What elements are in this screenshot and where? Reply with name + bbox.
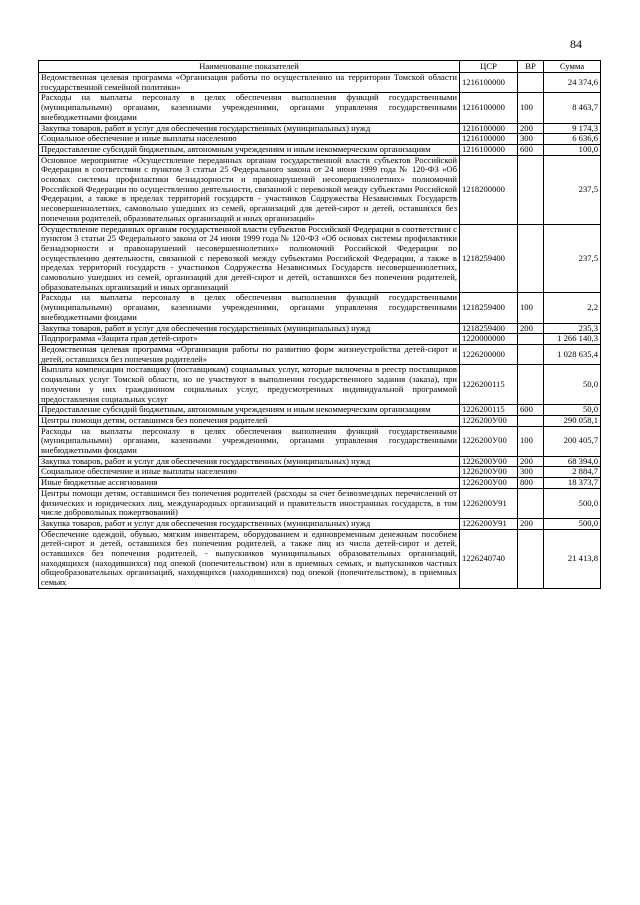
cell-name: Социальное обеспечение и иные выплаты населению [39,134,460,145]
cell-name: Расходы на выплаты персоналу в целях обеспечения выполнения функций государственными (муниципальными) органами, казенными учреждениями, органами управления государственными внебюджетными фондами [39,93,460,123]
cell-sum: 235,3 [544,323,601,334]
cell-csr: 1226200У00 [460,456,518,467]
cell-name: Выплата компенсации поставщику (поставщикам) социальных услуг, которые включены в реестр поставщиков социальных услуг Томской области, но не участвуют в выполнении государственного задания (заказа), при получении у них гражданином социальных услуг, предусмотренных индивидуальной программой предоставления социальных услуг [39,365,460,405]
cell-name: Расходы на выплаты персоналу в целях обеспечения выполнения функций государственными (муниципальными) органами, казенными учреждениями, органами управления государственными внебюджетными фондами [39,293,460,323]
table-row [39,518,601,529]
table-row [39,323,601,334]
cell-csr: 1226200У00 [460,415,518,426]
cell-name: Обеспечение одеждой, обувью, мягким инвентарем, оборудованием и единовременным денежным пособием детей-сирот и детей, оставшихся без попечения родителей, а также лиц из числа детей-сирот и детей, оставшихся без попечения родителей, - выпускников муниципальных образовательных организаций, находящихся (находившихся) под опекой (попечительством) или в приемных семьях, и выпускников частных общеобразовательных организаций, находящихся (находившихся) под опекой (попечительством), в приемных семьях [39,529,460,588]
cell-sum: 237,5 [544,155,601,224]
cell-vr: 800 [518,478,544,489]
cell-vr: 200 [518,456,544,467]
cell-csr: 1218259400 [460,224,518,293]
cell-vr [518,344,544,364]
cell-sum: 50,0 [544,405,601,416]
table-row [39,467,601,478]
cell-name: Центры помощи детям, оставшимся без попечения родителей [39,415,460,426]
cell-sum: 500,0 [544,518,601,529]
cell-vr: 200 [518,518,544,529]
cell-sum: 8 463,7 [544,93,601,123]
table-row [39,334,601,345]
cell-csr: 1216100000 [460,134,518,145]
cell-name: Осуществление переданных органам государственной власти субъектов Российской Федерации в соответствии с пунктом 3 статьи 25 Федерального закона от 24 июня 1999 года № 120-ФЗ «Об основах системы профилактики безнадзорности и правонарушений несовершеннолетних» полномочий Российской Федерации по осуществлению деятельности, связанной с перевозкой между субъектами Российской Федерации, а также в пределах территорий государств - участников Содружества Независимых Государств несовершеннолетних, самовольно ушедших из семей, организаций для детей-сирот и детей, оставшихся без попечения родителей, образовательных организаций и иных организаций [39,224,460,293]
table-row [39,224,601,293]
cell-vr: 200 [518,323,544,334]
table-row [39,529,601,588]
cell-sum: 68 394,0 [544,456,601,467]
cell-sum: 237,5 [544,224,601,293]
cell-sum: 1 266 140,3 [544,334,601,345]
cell-name: Предоставление субсидий бюджетным, автономным учреждениям и иным некоммерческим организациям [39,405,460,416]
cell-sum: 2,2 [544,293,601,323]
cell-sum: 21 413,8 [544,529,601,588]
cell-name: Закупка товаров, работ и услуг для обеспечения государственных (муниципальных) нужд [39,456,460,467]
table-header-row [39,61,601,73]
table-row [39,134,601,145]
header-vr: ВР [518,61,544,73]
cell-csr: 1218259400 [460,293,518,323]
cell-name: Расходы на выплаты персоналу в целях обеспечения выполнения функций государственными (муниципальными) органами, казенными учреждениями, органами управления государственными внебюджетными фондами [39,426,460,456]
header-name: Наименование показателей [39,61,460,73]
cell-csr: 1226200У00 [460,467,518,478]
cell-sum: 18 373,7 [544,478,601,489]
table-row [39,426,601,456]
cell-csr: 1226200У00 [460,426,518,456]
cell-name: Социальное обеспечение и иные выплаты населению [39,467,460,478]
table-row [39,293,601,323]
cell-csr: 1218200000 [460,155,518,224]
cell-vr: 300 [518,467,544,478]
cell-csr: 1226200У91 [460,518,518,529]
cell-vr: 100 [518,93,544,123]
cell-name: Основное мероприятие «Осуществление переданных органам государственной власти субъектов Российской Федерации в соответствии с пунктом 3 статьи 25 Федерального закона от 24 июня 1999 года № 120-ФЗ «Об основах системы профилактики безнадзорности и правонарушений несовершеннолетних» полномочий Российской Федерации по осуществлению деятельности, связанной с перевозкой между субъектами Российской Федерации, а также в пределах территорий государств - участников Содружества Независимых Государств несовершеннолетних, самовольно ушедших из семей, организаций для детей-сирот и детей, оставшихся без попечения родителей, образовательных организаций и иных организаций» [39,155,460,224]
cell-name: Ведомственная целевая программа «Организация работы по развитию форм жизнеустройства детей-сирот и детей, оставшихся без попечения родителей» [39,344,460,364]
cell-sum: 1 028 635,4 [544,344,601,364]
cell-csr: 1226240740 [460,529,518,588]
table-row [39,365,601,405]
table-row [39,123,601,134]
cell-sum: 290 058,1 [544,415,601,426]
table-row [39,93,601,123]
table-row [39,344,601,364]
cell-name: Подпрограмма «Защита прав детей-сирот» [39,334,460,345]
budget-table [38,60,601,589]
table-row [39,415,601,426]
cell-name: Центры помощи детям, оставшимся без попечения родителей (расходы за счет безвозмездных перечислений от физических и юридических лиц, международных организаций и правительств иностранных государств, в том числе добровольных пожертвований) [39,488,460,518]
table-row [39,456,601,467]
table-row [39,488,601,518]
cell-vr [518,224,544,293]
page-number: 84 [570,37,582,51]
cell-csr: 1226200У00 [460,478,518,489]
cell-name: Иные бюджетные ассигнования [39,478,460,489]
cell-vr: 300 [518,134,544,145]
cell-vr [518,529,544,588]
cell-csr: 1216100000 [460,144,518,155]
cell-sum: 50,0 [544,365,601,405]
cell-vr: 100 [518,426,544,456]
cell-name: Ведомственная целевая программа «Организация работы по осуществлению на территории Томской области государственной семейной политики» [39,73,460,93]
cell-vr [518,488,544,518]
cell-csr: 1226200115 [460,405,518,416]
cell-vr: 600 [518,144,544,155]
cell-csr: 1226200У91 [460,488,518,518]
cell-sum: 9 174,3 [544,123,601,134]
cell-csr: 1226200115 [460,365,518,405]
cell-vr [518,334,544,345]
cell-name: Предоставление субсидий бюджетным, автономным учреждениям и иным некоммерческим организациям [39,144,460,155]
cell-vr [518,415,544,426]
cell-csr: 1226200000 [460,344,518,364]
cell-csr: 1216100000 [460,93,518,123]
cell-sum: 100,0 [544,144,601,155]
cell-name: Закупка товаров, работ и услуг для обеспечения государственных (муниципальных) нужд [39,323,460,334]
header-csr: ЦСР [460,61,518,73]
cell-sum: 6 636,6 [544,134,601,145]
table-row [39,155,601,224]
cell-sum: 500,0 [544,488,601,518]
cell-name: Закупка товаров, работ и услуг для обеспечения государственных (муниципальных) нужд [39,123,460,134]
cell-vr: 200 [518,123,544,134]
cell-csr: 1218259400 [460,323,518,334]
cell-csr: 1216100000 [460,73,518,93]
table-row [39,478,601,489]
cell-vr [518,365,544,405]
cell-csr: 1220000000 [460,334,518,345]
cell-csr: 1216100000 [460,123,518,134]
table-row [39,405,601,416]
cell-sum: 2 884,7 [544,467,601,478]
cell-sum: 200 405,7 [544,426,601,456]
cell-name: Закупка товаров, работ и услуг для обеспечения государственных (муниципальных) нужд [39,518,460,529]
cell-vr [518,73,544,93]
table-row [39,144,601,155]
cell-vr: 100 [518,293,544,323]
cell-vr: 600 [518,405,544,416]
cell-sum: 24 374,6 [544,73,601,93]
header-sum: Сумма [544,61,601,73]
table-row [39,73,601,93]
cell-vr [518,155,544,224]
